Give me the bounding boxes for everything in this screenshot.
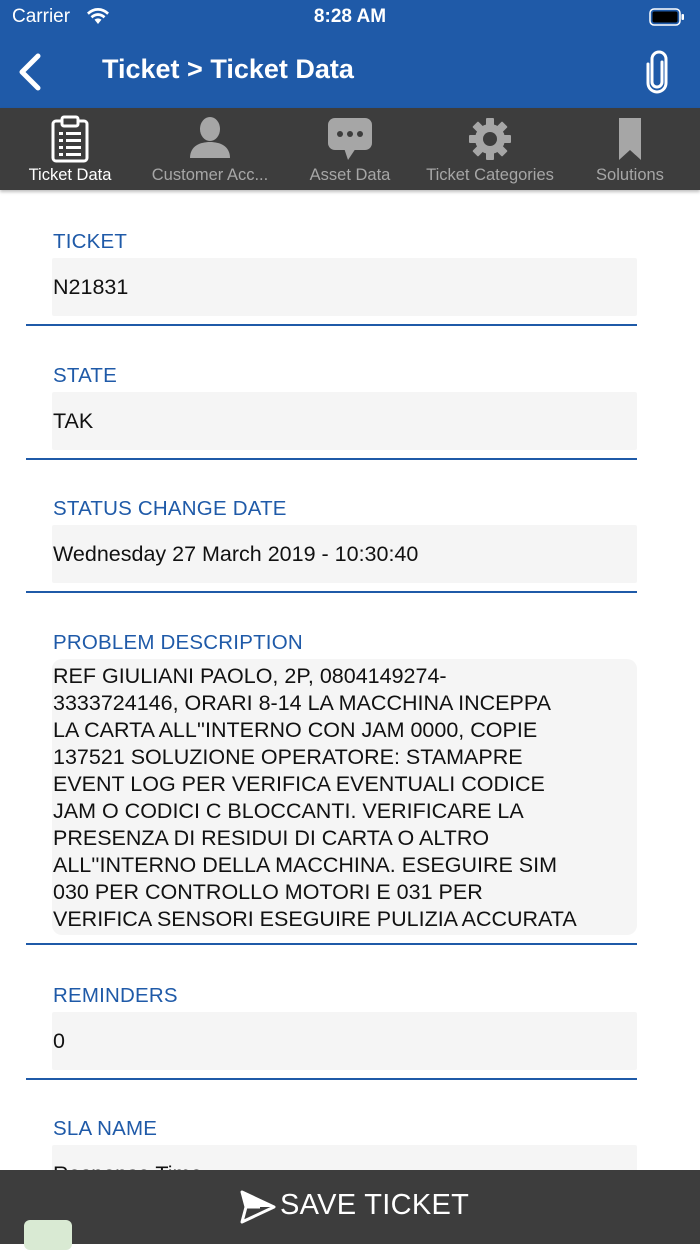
person-icon <box>186 114 234 164</box>
field-divider <box>26 324 637 326</box>
page-title: Ticket > Ticket Data <box>102 54 354 84</box>
status-bar <box>0 0 700 36</box>
tab-label: Ticket Categories <box>426 166 554 184</box>
tab-label: Ticket Data <box>28 166 112 184</box>
tab-ticket-categories[interactable] <box>420 108 560 190</box>
field-divider <box>26 591 637 593</box>
state-value: TAK <box>52 392 637 450</box>
reminders-value: 0 <box>52 1012 637 1070</box>
field-label: REMINDERS <box>53 984 178 1007</box>
bookmark-icon <box>606 114 654 164</box>
tab-ticket-data[interactable] <box>0 108 140 190</box>
field-divider <box>26 1078 637 1080</box>
ticket-value: N21831 <box>52 258 637 316</box>
chat-bubble-icon <box>326 114 374 164</box>
save-ticket-label: SAVE TICKET <box>280 1189 470 1221</box>
save-ticket-button[interactable] <box>0 1170 700 1244</box>
send-icon <box>240 1190 276 1224</box>
clipboard-icon <box>46 114 94 164</box>
carrier-label: Carrier <box>12 6 71 27</box>
problem-description-value[interactable]: REF GIULIANI PAOLO, 2P, 0804149274- 3333724146, ORARI 8-14 LA MACCHINA INCEPPA LA CARTA ALL''INTERNO CON JAM 0000, COPIE 137521 SOLUZIONE OPERATORE: STAMAPRE EVENT LOG PER VERIFICA EVENTUALI CODICE JAM O CODICI C BLOCCANTI. VERIFICARE LA PRESENZA DI RESIDUI DI CARTA O ALTRO ALL''INTERNO DELLA MACCHINA. ESEGUIRE SIM 030 PER CONTROLLO MOTORI E 031 PER VERIFICA SENSORI ESEGUIRE PULIZIA ACCURATA <box>52 659 637 935</box>
tab-asset-data[interactable] <box>280 108 420 190</box>
field-divider <box>26 458 637 460</box>
field-label: STATUS CHANGE DATE <box>53 497 287 520</box>
tab-label: Solutions <box>596 166 664 184</box>
floating-action-button[interactable] <box>24 1220 72 1250</box>
field-label: STATE <box>53 364 118 387</box>
field-divider <box>26 943 637 945</box>
back-chevron-icon[interactable] <box>14 52 50 92</box>
tab-label: Asset Data <box>309 166 391 184</box>
field-label: PROBLEM DESCRIPTION <box>53 631 303 654</box>
field-label: TICKET <box>53 230 128 253</box>
ticket-form <box>0 190 700 1170</box>
battery-icon <box>649 8 685 26</box>
status-time: 8:28 AM <box>313 6 387 27</box>
field-label: SLA NAME <box>53 1117 158 1140</box>
app-header <box>0 0 700 108</box>
tab-bar <box>0 108 700 190</box>
gear-icon <box>466 114 514 164</box>
paperclip-icon[interactable] <box>640 50 674 94</box>
tab-solutions[interactable] <box>560 108 700 190</box>
status-change-date-value: Wednesday 27 March 2019 - 10:30:40 <box>52 525 637 583</box>
tab-customer-account[interactable] <box>140 108 280 190</box>
tab-label: Customer Acc... <box>151 166 269 184</box>
